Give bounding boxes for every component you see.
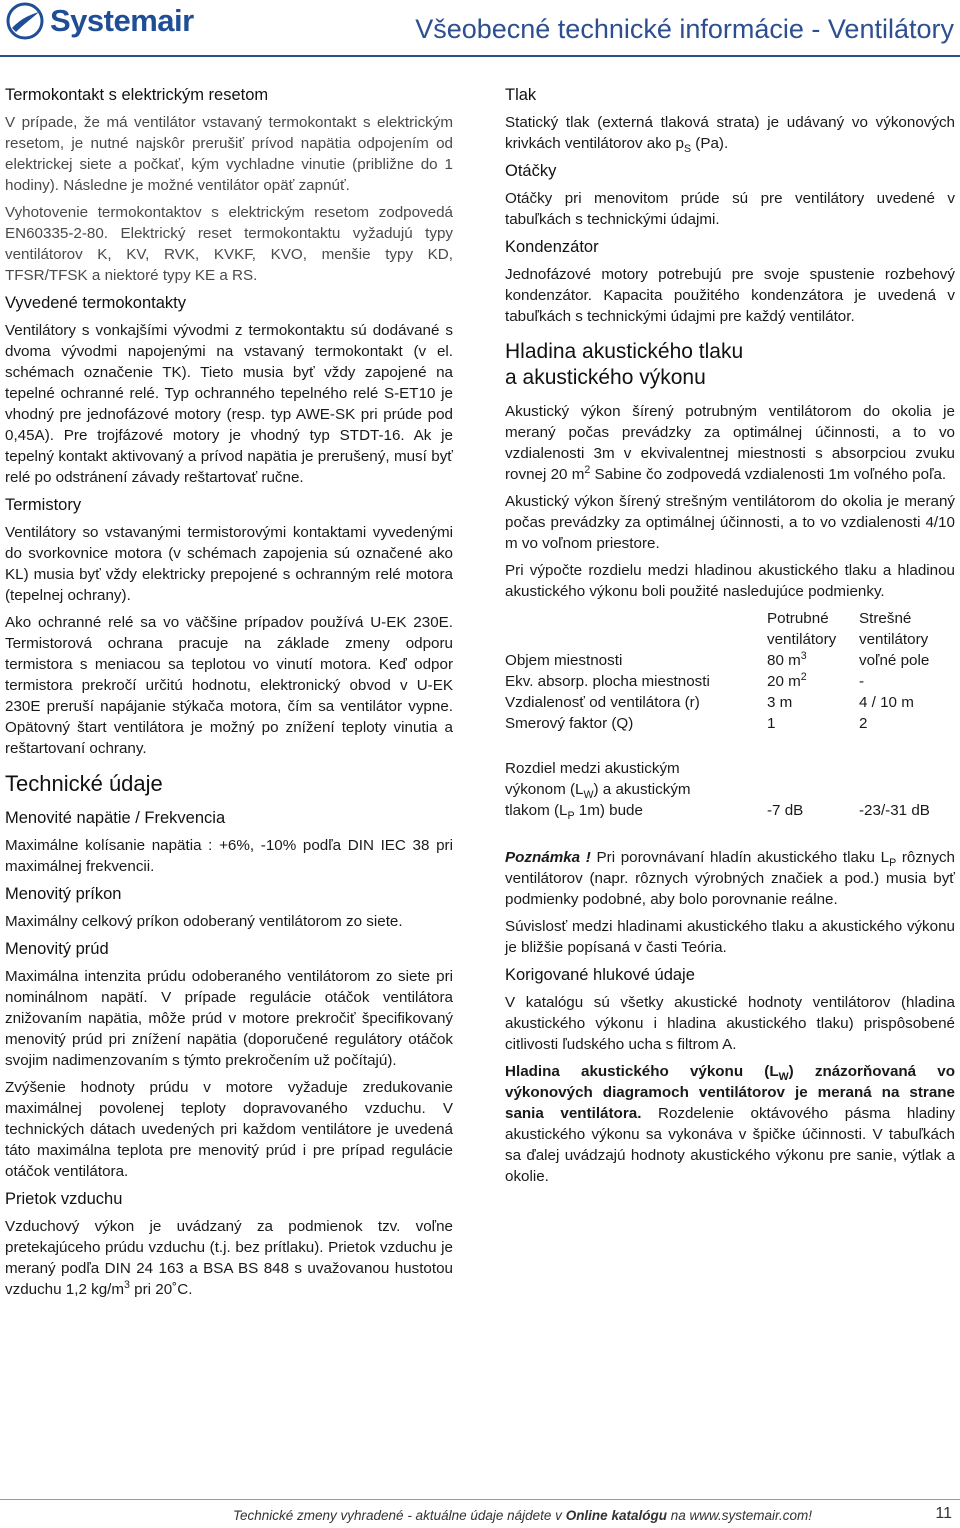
paragraph xyxy=(505,112,955,154)
paragraph xyxy=(505,401,955,485)
paragraph: Otáčky pri menovitom prúde sú pre ventilátory uvedené v tabuľkách s technickými údajmi. xyxy=(505,190,955,228)
text: ) a akustickým xyxy=(593,781,691,798)
paragraph: Vyhotovenie termokontaktov s elektrickým resetom zodpovedá EN60335-2-80. Elektrický reset termokontaktu vyžadujú typy ventilátorov K, KV, RVK, KVKF, KVO, menšie typy KD, TFSR/TFSK a niektoré typy KE a RS. xyxy=(5,204,453,284)
section-title-weighted-noise: Korigované hlukové údaje xyxy=(505,966,695,984)
table-row-difference xyxy=(505,758,955,821)
left-column xyxy=(5,80,453,1306)
brand-logo[interactable] xyxy=(6,2,194,40)
bold-text: ) znázorňovaná vo výkonových diagramoch ventilátorov je meraná na strane sania ventilátora. xyxy=(505,1063,955,1122)
bold-text: Hladina akustického výkonu (L xyxy=(505,1063,779,1080)
header-divider xyxy=(0,55,960,57)
section-title-acoustics xyxy=(505,339,955,391)
paragraph: Akustický výkon šírený strešným ventilátorom do okolia je meraný počas prevádzky za optimálnej účinnosti, a to vo vzdialenosti 4/10 m vo voľnom priestore. xyxy=(505,493,955,552)
table-row xyxy=(505,713,955,734)
paragraph xyxy=(5,1216,453,1300)
text: Rozdiel medzi akustickým xyxy=(505,760,680,777)
table-cell-value: 3 m xyxy=(767,694,793,711)
text: 80 m xyxy=(767,652,801,669)
text: Vzduchový výkon je uvádzaný za podmienok tzv. voľne pretekajúceho prúdu vzduchu (t.j. bez prítlaku). Prietok vzduchu je meraný podľa DIN 24 163 a BSA BS 848 s uvažovanou hustotou vzduchu 1,2 kg/m xyxy=(5,1218,453,1298)
superscript: 2 xyxy=(800,670,807,683)
table-row xyxy=(505,692,955,713)
table-cell-value: voľné pole xyxy=(859,652,930,669)
right-column xyxy=(505,80,955,1193)
table-cell-value xyxy=(767,671,859,692)
table-row xyxy=(505,671,955,692)
text: rôznych ventilátorov (napr. rôznych výrobných značiek a pod.) musia byť podmienky podobné, aby bolo porovnanie reálne. xyxy=(505,849,955,908)
paragraph: V prípade, že má ventilátor vstavaný termokontakt s elektrickým resetom, je nutné najskôr prerušiť prívod napätia odpojením od elektrickej siete a počkať, kým vychladne vinutie (približne do 1 hodiny). Následne je možné ventilátor opäť zapnúť. xyxy=(5,114,453,194)
section-title-thermal-contacts: Vyvedené termokontakty xyxy=(5,294,186,312)
subscript: W xyxy=(583,789,594,802)
text: Rozdelenie oktávového pásma hladiny akustického výkonu sa vykonáva v špičke účinnosti. V tabuľkách sa ďalej uvádzajú hodnoty akustického výkonu pre sanie, výtlak a okolie. xyxy=(505,1105,955,1185)
paragraph: Ventilátory so vstavanými termistorovými kontaktami vyvedenými do svorkovnice motora (v schémach zapojenia sú označené ako KL) musia byť vždy elektricky prepojené s ochranným relé motora (tepelnej ochrany). xyxy=(5,524,453,604)
footer-divider xyxy=(0,1499,960,1500)
table-header-roof xyxy=(859,608,955,650)
text: 20 m xyxy=(767,673,801,690)
table-header-row xyxy=(505,608,955,650)
paragraph: Zvýšenie hodnoty prúdu v motore vyžaduje zredukovanie maximálnej povolenej teploty dopravovaného vzduchu. V technických dátach uvedených pri každom ventilátore je uvedená táto maximálna teplota pre menovitý prúd i pre prípad regulácie otáčok ventilátora. xyxy=(5,1079,453,1180)
text: 1m) bude xyxy=(574,802,643,819)
subscript: P xyxy=(567,810,575,823)
footer-notice xyxy=(0,1508,812,1523)
table-cell-label: Ekv. absorp. plocha miestnosti xyxy=(505,673,710,690)
table-cell-value: 1 xyxy=(767,715,776,732)
text: Sabine čo zodpovedá vzdialenosti 1m voľného poľa. xyxy=(590,466,947,483)
text: tlakom (L xyxy=(505,802,568,819)
table-header-empty xyxy=(505,608,767,650)
table-cell-label: Vzdialenosť od ventilátora (r) xyxy=(505,694,700,711)
paragraph: Ako ochranné relé sa vo väčšine prípadov používá U-EK 230E. Termistorová ochrana pracuje na základe zmeny odporu termistora s meniacou sa teplotou vo vinutí motora. Keď odpor termistora prekročí určitú hodnotu, elektronický obvod v U-EK 230E preruší napájanie stýkača motora, čím sa ventilátor vypne. Opätovný štart ventilátora je možný po znížení teploty vinutia a reštartovaní ochrany. xyxy=(5,614,453,757)
paragraph: Maximálna intenzita prúdu odoberaného ventilátorom zo siete pri nominálnom napätí. V prípade regulácie otáčok ventilátora znižovaním napätia, môže prúd v motore prekročiť špecifikovaný menovitý prúd pri znížení napätia (doporučené regulátory otáčok svojim nadimenzovaním s týmto prekročením už počítajú). xyxy=(5,968,453,1069)
superscript: 2 xyxy=(584,463,591,476)
table-cell-value xyxy=(767,650,859,671)
paragraph: Maximálne kolísanie napätia : +6%, -10% podľa DIN IEC 38 pri maximálnej frekvencii. xyxy=(5,837,453,875)
table-cell-value: -23/-31 dB xyxy=(859,802,930,819)
superscript: 3 xyxy=(124,1278,130,1291)
paragraph xyxy=(505,1061,955,1187)
note-paragraph xyxy=(505,847,955,910)
paragraph: V katalógu sú všetky akustické hodnoty ventilátorov (hladina akustického výkonu i hladina akustického tlaku) prispôsobené citlivosti ľudského ucha s filtrom A. xyxy=(505,994,955,1053)
paragraph: Ventilátory s vonkajšími vývodmi z termokontaktu sú dodávané s dvoma vývodmi napojenými na vstavaný termokontakt (v el. schémach označenie TK). Tieto musia byť vždy zapojené na tepelné ochranné relé. Typ ochranného tepelného relé S-ET10 je vhodný pre jednofázové motory (resp. typ AWE-SK pri prúde pod 0,45A). Pre trojfázové motory je vhodný typ STDT-16. Ak je tepelný kontakt aktivovaný a prívod napätia je prerušený, musí byť relé po odstránení závady reštartovať ručne. xyxy=(5,322,453,486)
page-title: Všeobecné technické informácie - Ventilátory xyxy=(415,14,954,44)
brand-name: Systemair xyxy=(50,3,194,38)
header-text: ventilátory xyxy=(767,631,837,648)
heading-line: Hladina akustického tlaku xyxy=(505,340,744,363)
paragraph: Maximálny celkový príkon odoberaný ventilátorom zo siete. xyxy=(5,913,403,930)
table-cell-value: -7 dB xyxy=(767,802,804,819)
section-title-rpm: Otáčky xyxy=(505,162,557,180)
header-text: ventilátory xyxy=(859,631,929,648)
table-cell-value: - xyxy=(859,673,865,690)
text: na www.systemair.com! xyxy=(666,1508,812,1523)
table-cell-label xyxy=(505,758,767,821)
page-header xyxy=(0,0,960,56)
section-title-pressure: Tlak xyxy=(505,86,537,104)
section-title-capacitor: Kondenzátor xyxy=(505,238,599,256)
subscript: P xyxy=(889,857,897,870)
section-title-thermistors: Termistory xyxy=(5,496,82,514)
paragraph: Jednofázové motory potrebujú pre svoje spustenie rozbehový kondenzátor. Kapacita použitého kondenzátora je uvedená v tabuľkách s technickými údajmi pre každý ventilátor. xyxy=(505,266,955,325)
heading-line: a akustického výkonu xyxy=(505,366,706,389)
section-title-voltage: Menovité napätie / Frekvencia xyxy=(5,809,226,827)
table-cell-value: 2 xyxy=(859,715,868,732)
table-cell-value: 4 / 10 m xyxy=(859,694,914,711)
note-label: Poznámka ! xyxy=(505,849,591,866)
paragraph: Súvislosť medzi hladinami akustického tlaku a akustického výkonu je bližšie popísaná v časti Teória. xyxy=(505,918,955,956)
superscript: 3 xyxy=(800,649,807,662)
text: Statický tlak (externá tlaková strata) je udávaný vo výkonových krivkách ventilátorov ako p xyxy=(505,114,955,152)
table-row xyxy=(505,650,955,671)
section-title-technical-data: Technické údaje xyxy=(5,771,163,796)
section-title-thermal-reset: Termokontakt s elektrickým resetom xyxy=(5,86,269,104)
text: výkonom (L xyxy=(505,781,584,798)
header-text: Potrubné xyxy=(767,610,829,627)
section-title-current: Menovitý prúd xyxy=(5,940,109,958)
text: Technické zmeny vyhradené - aktuálne údaje nájdete v xyxy=(232,1508,566,1523)
header-text: Strešné xyxy=(859,610,912,627)
acoustic-conditions-table xyxy=(505,608,955,821)
text: (Pa). xyxy=(691,135,729,152)
text: Akustický výkon šírený potrubným ventilátorom do okolia je meraný počas prevádzky za optimálnej účinnosti, a to vo vzdialenosti 3m v ekvivalentnej miestnosti s absorpciou zvuku rovnej 20 m xyxy=(505,403,955,483)
subscript: S xyxy=(683,143,692,156)
paragraph: Pri výpočte rozdielu medzi hladinou akustického tlaku a hladinou akustického výkonu boli použité nasledujúce podmienky. xyxy=(505,562,955,600)
subscript: W xyxy=(778,1071,789,1084)
text: Pri porovnávaní hladín akustického tlaku L xyxy=(590,849,890,866)
section-title-airflow: Prietok vzduchu xyxy=(5,1190,123,1208)
online-catalog-link[interactable]: Online katalógu xyxy=(565,1508,667,1523)
page-number: 11 xyxy=(935,1505,952,1522)
systemair-logo-icon xyxy=(6,2,44,40)
table-header-duct xyxy=(767,608,859,650)
table-cell-label: Objem miestnosti xyxy=(505,652,623,669)
text: pri 20˚C. xyxy=(129,1281,193,1298)
table-cell-label: Smerový faktor (Q) xyxy=(505,715,634,732)
table-spacer xyxy=(505,734,955,758)
section-title-power: Menovitý príkon xyxy=(5,885,122,903)
